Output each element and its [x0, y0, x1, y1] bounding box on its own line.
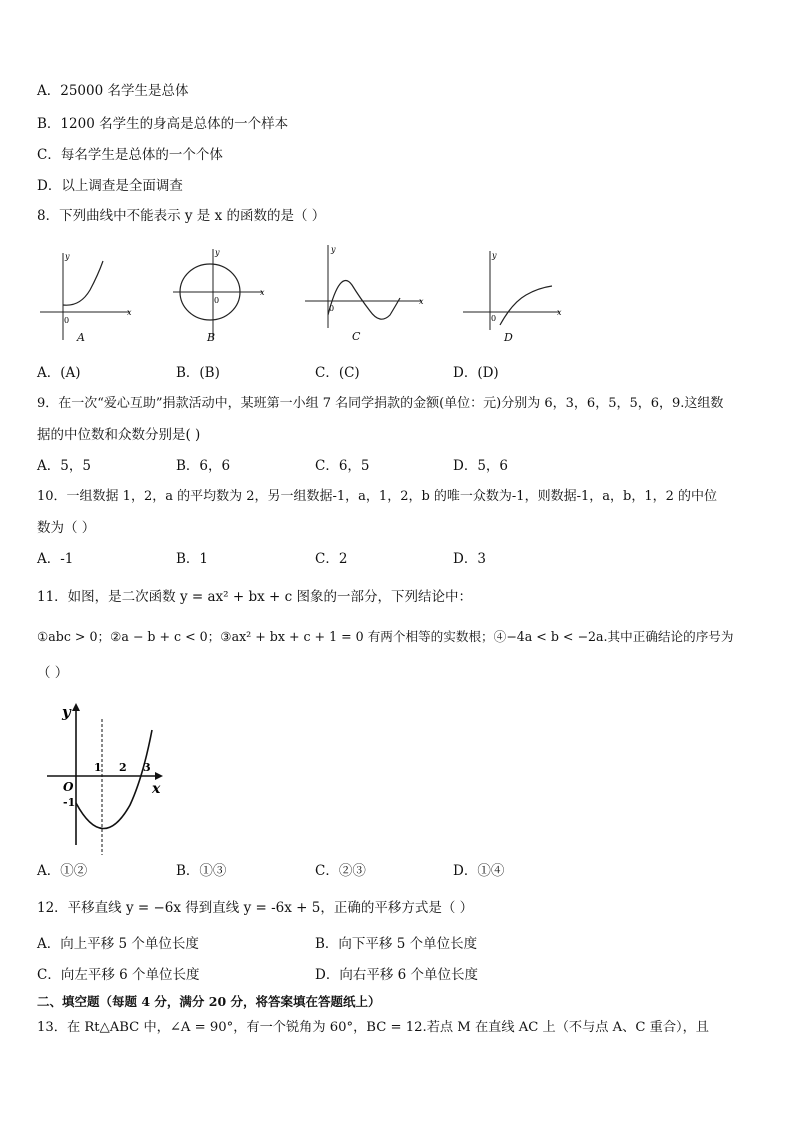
- q9-option-a: A．5，5: [37, 458, 91, 474]
- q7-option-c: C．每名学生是总体的一个个体: [37, 147, 223, 163]
- q8d-axis-x: x: [557, 308, 562, 317]
- q8c-axis-y: y: [331, 245, 336, 254]
- q10-option-d: D．3: [453, 551, 486, 567]
- q11-parabola-graph: [35, 695, 175, 855]
- q11-axis-y: y: [62, 703, 71, 721]
- q11-tick-2: 2: [119, 761, 127, 774]
- q11-option-b: B．①③: [176, 863, 227, 879]
- q11-tick-1: 1: [94, 761, 102, 774]
- q12-option-c: C．向左平移 6 个单位长度: [37, 967, 200, 983]
- q10-option-a: A．-1: [37, 551, 74, 567]
- q11-paren: （ ）: [37, 665, 69, 681]
- q8-stem: 8．下列曲线中不能表示 y 是 x 的函数的是（ ）: [37, 208, 326, 224]
- q12-option-d: D．向右平移 6 个单位长度: [315, 967, 478, 983]
- q8-graph-a: [35, 245, 135, 345]
- q8a-axis-y: y: [65, 252, 70, 261]
- q11-option-c: C．②③: [315, 863, 366, 879]
- q8b-axis-x: x: [260, 288, 265, 297]
- q8-graph-d: [460, 245, 570, 335]
- q11-origin: O: [63, 780, 74, 794]
- q13-stem: 13．在 Rt△ABC 中，∠A = 90°，有一个锐角为 60°，BC = 12.若点 M 在直线 AC 上（不与点 A、C 重合），且: [37, 1020, 709, 1035]
- q12-option-a: A．向上平移 5 个单位长度: [37, 936, 199, 952]
- q8-option-a: A．(A): [37, 365, 81, 381]
- q8-option-d: D．(D): [453, 365, 499, 381]
- q8-option-b: B．(B): [176, 365, 220, 381]
- q8b-axis-y: y: [215, 248, 220, 257]
- q8d-origin: 0: [491, 314, 497, 323]
- q11-option-a: A．①②: [37, 863, 88, 879]
- q12-option-b: B．向下平移 5 个单位长度: [315, 936, 478, 952]
- q8-option-c: C．(C): [315, 365, 360, 381]
- q11-y-tick: -1: [63, 796, 76, 809]
- q9-stem-line1: 9．在一次“爱心互助”捐款活动中，某班第一小组 7 名同学捐款的金额(单位：元)分别为 6，3，6，5，5，6，9.这组数: [37, 396, 724, 411]
- q8-graph-c: [300, 243, 430, 333]
- q8a-origin: 0: [64, 316, 70, 325]
- q8-graph-d-label: D: [504, 331, 513, 344]
- q11-axis-x: x: [152, 781, 161, 797]
- q9-option-c: C．6，5: [315, 458, 370, 474]
- q11-option-d: D．①④: [453, 863, 505, 879]
- q8a-axis-x: x: [127, 308, 132, 317]
- q10-stem-line2: 数为（ ）: [37, 520, 96, 536]
- q11-conclusions: ①abc > 0；②a − b + c < 0；③ax² + bx + c + 1 = 0 有两个相等的实数根；④−4a < b < −2a.其中正确结论的序号为: [37, 629, 734, 644]
- q7-option-b: B．1200 名学生的身高是总体的一个样本: [37, 116, 289, 132]
- q7-option-d: D．以上调查是全面调查: [37, 178, 183, 194]
- q10-stem-line1: 10．一组数据 1，2，a 的平均数为 2，另一组数据-1，a，1，2，b 的唯一众数为-1，则数据-1，a，b，1，2 的中位: [37, 489, 717, 504]
- q10-option-b: B．1: [176, 551, 209, 567]
- q8c-origin: 0: [329, 304, 335, 313]
- q11-stem: 11．如图，是二次函数 y = ax² + bx + c 图象的一部分，下列结论中：: [37, 589, 472, 605]
- q8-graph-b-label: B: [207, 331, 216, 344]
- q8-graph-b: [168, 245, 273, 345]
- q8b-origin: 0: [214, 296, 220, 305]
- q8d-axis-y: y: [492, 251, 497, 260]
- section-2-heading: 二、填空题（每题 4 分，满分 20 分，将答案填在答题纸上）: [37, 994, 381, 1009]
- q10-option-c: C．2: [315, 551, 348, 567]
- q9-stem-line2: 据的中位数和众数分别是( ): [37, 427, 201, 443]
- q8-graph-a-label: A: [77, 331, 85, 344]
- q7-option-a: A．25000 名学生是总体: [37, 83, 189, 99]
- q9-option-d: D．5，6: [453, 458, 509, 474]
- q12-stem: 12．平移直线 y = −6x 得到直线 y = -6x + 5，正确的平移方式是（ ）: [37, 900, 474, 916]
- q9-option-b: B．6，6: [176, 458, 231, 474]
- q8c-axis-x: x: [419, 297, 424, 306]
- q11-tick-3: 3: [143, 761, 151, 774]
- q8-graph-c-label: C: [352, 330, 361, 343]
